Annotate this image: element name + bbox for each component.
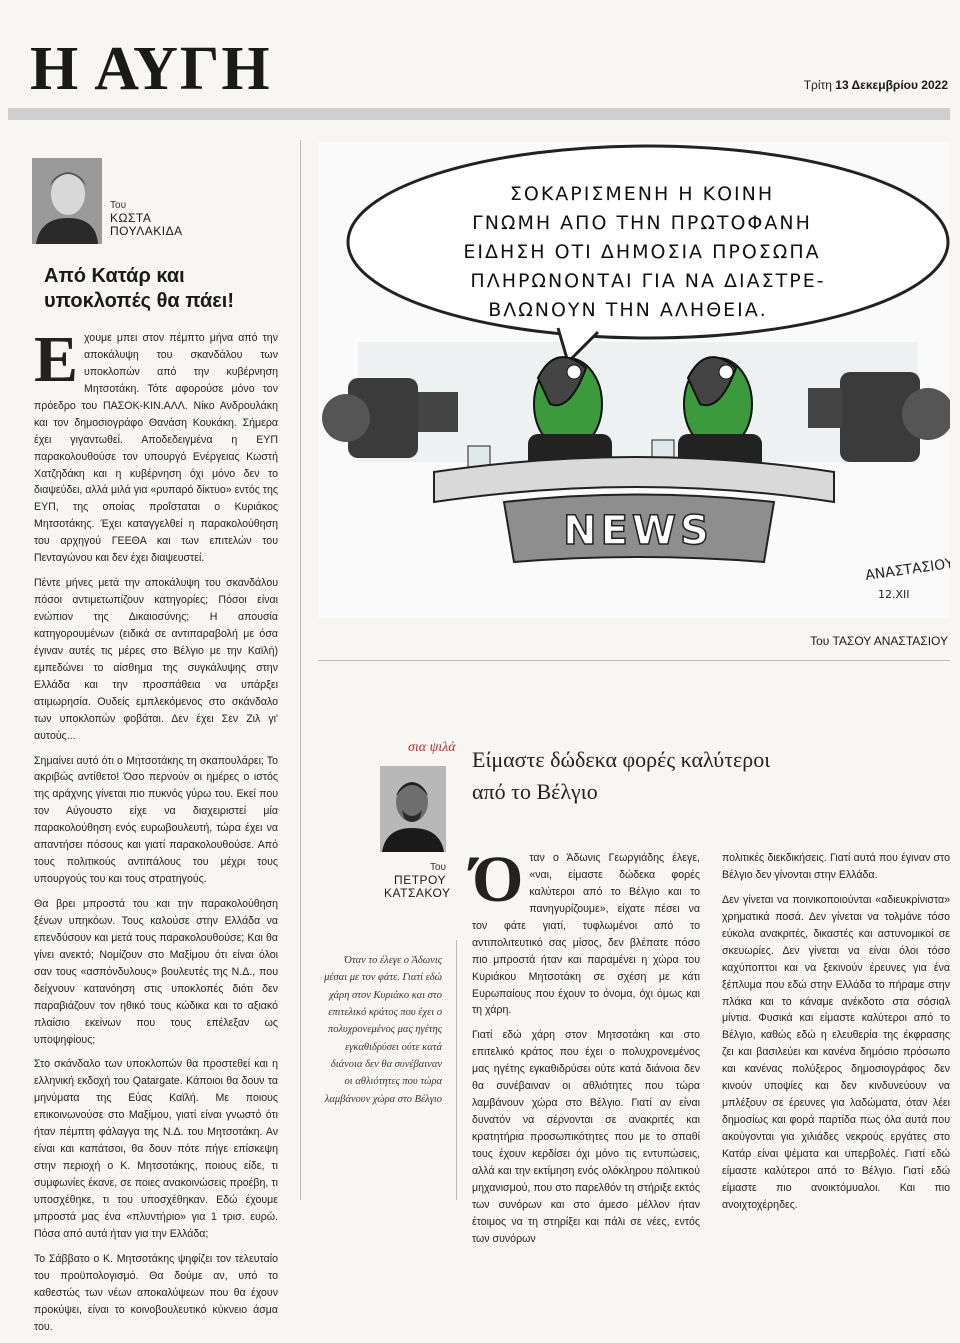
cartoon-speech-line: ΠΛΗΡΩΝΟΝΤΑΙ ΓΙΑ ΝΑ ΔΙΑΣΤΡΕ- — [470, 270, 826, 292]
article-paragraph: πολιτικές διεκδικήσεις. Γιατί αυτά που έγιναν στο Βέλγιο δεν γίνονται στην Ελλάδα. — [722, 852, 950, 881]
author-first-name: ΠΕΤΡΟΥ — [394, 872, 446, 887]
issue-date — [804, 78, 948, 92]
editorial-cartoon — [318, 142, 950, 618]
column-divider — [300, 140, 301, 1200]
author2-byline — [384, 862, 451, 901]
credit-prefix: Του — [810, 634, 830, 648]
issue-date-prefix: Τρίτη — [803, 78, 832, 92]
quote-divider — [456, 940, 457, 1200]
pull-quote: Όταν το έλεγε ο Άδωνις μέσαι με τον φάτε. Γιατί εδώ χάρη στον Κυριάκο και στο επιτελικό κράτος που έχει ο πολυχρονεμένος μας ηγέτης εγκαθιδρύσει ούτε κατά διάνοια δεν θα συνέβαιναν οι αθλιότητες που τώρα λαμβάνουν χώρα στο Βέλγιο — [324, 955, 442, 1105]
article2-column-2 — [722, 850, 950, 1222]
byline-prefix: Του — [429, 862, 446, 873]
cartoon-date: 12.XII — [878, 588, 910, 601]
cartoon-speech-line: ΓΝΩΜΗ ΑΠΟ ΤΗΝ ΠΡΩΤΟΦΑΝΗ — [472, 212, 812, 234]
newspaper-masthead: Η ΑΥΓΗ — [30, 35, 272, 103]
paragraph-text: ταν ο Άδωνις Γεωργιάδης έλεγε, «ναι, είμαστε δώδεκα φορές καλύτεροι από το Βέλγιο και το πανηγυρίζουμε», είχατε πέσει να τον φάτε γιατί, τυφλωμένοι από το αντιπολιτευτικό σας μίσος, δεν βλέπατε πόσο πιο μπροστά ήταν και παραμένει η χώρα του Κυριάκου Μητσοτάκη σε σχέση με κάτι Ευρωπαίους που έχουν το όνομα, όχι όμως και τη χάρη. — [472, 852, 700, 1017]
article-paragraph: Δεν γίνεται να ποινικοποιούνται «αδιευκρίνιστα» χρηματικά ποσά. Δεν γίνεται να τολμάνε τόσο εύκολα ανακριτές, δικαστές και αστυνομικοί σε σκευωρίες. Δεν γίνεται να είναι όλοι τόσο καχύποπτοι και να ξεκινούν έρευνες για ένα ξέπλυμα που εδώ στην Ελλάδα το πήραμε στην πλάκα και το κάναμε ανέκδοτο στα σόσιαλ μίντια. Φυσικά και είμαστε καλύτεροι από το Βέλγιο, καθώς εδώ η ελευθερία της έκφρασης ζει και βασιλεύει και κανένα δημόσιο πρόσωπο και κανένας πολύξερος δημοσιογράφος δεν κινούν υποψίες και δεν κινδυνεύουν να μπλέξουν σε έρευνες για λαδώματα, όταν λέει δημοσίως και φορά παρτίδα πως όλα αυτά που ακούγονται για χιλιάδες νεκρούς εργάτες στο Κατάρ είναι ψέματα και υπερβολές. Γιατί εδώ είμαστε καλύτεροι από το Βέλγιο. Γιατί εδώ είμαστε πιο ανοικτόμυαλοι. Και πιο ανοιχτοχέρηδες. — [722, 893, 950, 1211]
article2-headline — [472, 744, 892, 808]
desk-news-text: NEWS — [563, 508, 713, 554]
masthead-rule — [8, 108, 950, 120]
author-byline — [110, 200, 183, 239]
article2-column-1 — [472, 843, 700, 1256]
cartoon-speech-line: ΕΙΔΗΣΗ ΟΤΙ ΔΗΜΟΣΙΑ ΠΡΟΣΩΠΑ — [463, 241, 821, 263]
paragraph-text: χουμε μπει στον πέμπτο μήνα από την αποκάλυψη του σκανδάλου των υποκλοπών από την κυβέρνηση Μητσοτάκη. Τότε αφορούσε μόνο τον πρόεδρο του ΠΑΣΟΚ-ΚΙΝ.ΑΛΛ. Νίκο Ανδρουλάκη και τον δημοσιογράφο Θανάση Κουκάκη. Σήμερα έχει γιγαντωθεί. Αποδεδειγμένα η ΕΥΠ παρακολουθούσε τον υπουργό Ενέργειας Κωστή Χατζηδάκη και η κυβέρνηση όχι μόνο δεν το διαψεύδει, αλλά μιλά για «ρυπαρό δίκτυο» εντός της ΕΥΠ, της οποίας προΐσταται ο Κυριάκος Μητσοτάκης. Έχει καταγγελθεί η παρακολούθηση του αρχηγού ΓΕΕΘΑ και των επιτελών του Πενταγώνου και δεν έχει διαψευστεί. — [34, 332, 278, 565]
credit-name: ΤΑΣΟΥ ΑΝΑΣΤΑΣΙΟΥ — [832, 634, 948, 648]
section-divider — [318, 660, 950, 661]
article-paragraph: Πέντε μήνες μετά την αποκάλυψη του σκανδάλου πόσοι αντιμετωπίζουν κατηγορίες; Πόσοι είναι ενώπιον της Δικαιοσύνης; Η απουσία κατηγορουμένων (ειδικά σε αντιπαραβολή με όσα έγιναν αυτές τις μέρες στο Βέλγιο με την Καϊλή) εμπεδώνει το αίσθημα της συγκάλυψης στην Ελλάδα και την προσπάθεια να υπάρξει ατιμωρησία. Ουδείς εμπλεκόμενος στο σκάνδαλο των υποκλοπών φοβάται. Δεν έχει Σεν Ζιλ γι' αυτούς... — [34, 577, 278, 742]
author-last-name: ΚΑΤΣΑΚΟΥ — [384, 886, 451, 901]
article-paragraph — [34, 323, 278, 567]
cartoon-credit — [810, 634, 948, 648]
author-last-name: ΠΟΥΛΑΚΙΔΑ — [110, 224, 183, 239]
article-paragraph: Θα βρει μπροστά του και την παρακολούθηση ξένων υπηκόων. Τους καλούσε στην Ελλάδα να επενδύσουν και μετά τους παρακολουθούσε; Και θα γίνει ανεκτό; Νομίζουν στο Μαξίμου ότι είναι όλοι σαν τους «ασπόνδυλους» βουλευτές της Ν.Δ., που δείχνουν κατανόηση στις υποκλοπές διότι δεν παραβιάζουν τον ηθικό τους κώδικα και το αξιακό πλαίσιο εκείνων που τους επέλεξαν ως υποψηφίους; — [34, 898, 278, 1046]
cartoon-speech-line: ΣΟΚΑΡΙΣΜΕΝΗ Η ΚΟΙΝΗ — [509, 183, 775, 205]
article-headline: Από Κατάρ και υποκλοπές θα πάει! — [44, 265, 235, 312]
article-paragraph: Το Σάββατο ο Κ. Μητσοτάκης ψηφίζει τον τελευταίο του προϋπολογισμό. Θα δούμε αν, υπό το καθεστώς των νέων αποκαλύψεων που θα έχουν προκύψει, είναι το κοινοβουλευτικό κύκνειο άσμα του. — [34, 1252, 278, 1333]
article-body — [34, 323, 278, 1343]
author-photo-katsakou — [380, 766, 446, 852]
article-paragraph: Στο σκάνδαλο των υποκλοπών θα προστεθεί και η ελληνική εκδοχή του Qatargate. Κάποιοι θα δουν τα μηνύματα της Εύας Καϊλή. Με ποιους επικοινωνούσε στο Μαξίμου, γιατί είναι γνωστό ότι ήταν πέμπτη φάλαγγα της Ν.Δ. του Μητσοτάκη. Αν είναι και καπάτσοι, θα δουν πότε πήγε επίσκεψη στην περιοχή ο Κ. Μητσοτάκης, ποιους είδε, τι συμφωνίες έκανε, σε ποιες ανακοινώσεις προέβη, τι υποσχέθηκε, τι του υποσχέθηκαν. Εδώ έχουμε μπροστά μας ένα «πλυντήριο» για 1 τρισ. ευρώ. Πόσα από αυτά ήταν για την Ελλάδα; — [34, 1058, 278, 1240]
cartoon-speech-line: ΒΛΩΝΟΥΝ ΤΗΝ ΑΛΗΘΕΙΑ. — [488, 299, 768, 321]
author-first-name: ΚΩΣΤΑ — [110, 210, 152, 225]
dropcap: Ε — [34, 323, 79, 396]
article-paragraph — [472, 843, 700, 1019]
byline-prefix: Του — [110, 200, 127, 211]
issue-date-value: 13 Δεκεμβρίου 2022 — [835, 78, 948, 92]
headline-line: Είμαστε δώδεκα φορές καλύτεροι — [472, 747, 771, 772]
column-section-label: σια ψιλά — [408, 740, 456, 755]
headline-line: από το Βέλγιο — [472, 778, 598, 804]
cartoonist-signature: ΑΝΑΣΤΑΣΙΟΥ — [864, 555, 950, 584]
author-photo-poulakida — [32, 158, 102, 244]
article-paragraph: Σημαίνει αυτό ότι ο Μητσοτάκης τη σκαπουλάρει; Το ακριβώς αντίθετο! Όσο περνούν οι ημέρες ο ιστός της αράχνης γίνεται πιο πυκνός γύρω του. Εκεί που τον Αύγουστο είχε να διαχειριστεί μία παρακολούθηση ενός ευρωβουλευτή, τώρα έχει να απαντήσει πόσους και γιατί παρακολουθούσε. Από τους πολιτικούς αντιπάλους του μέχρι τους υπουργούς του και τους στρατηγούς. — [34, 754, 278, 886]
article-paragraph: Γιατί εδώ χάρη στον Μητσοτάκη και στο επιτελικό κράτος που έχει ο πολυχρονεμένος μας ηγέτης εγκαθιδρύσει ούτε κατά διάνοια δεν θα συνέβαιναν οι αθλιότητες που τώρα λαμβάνουν χώρα στο Βέλγιο. Γιατί αν είναι δυνατόν να σέρνονται σε ανακριτές και κρατητήρια προσωπικότητες που με το σπαθί τους έχουν κερδίσει όχι μόνο τις εντυπώσεις, αλλά και την εκτίμηση ενός ολόκληρου πολιτικού μηχανισμού, που στο παρελθόν τη στήριξε εκτός των συνόρων και στο άμεσο μέλλον ήταν έτοιμος να τη στηρίξει και πάλι σε νέες, εντός των συνόρων — [472, 1029, 700, 1245]
dropcap: Ό — [472, 843, 524, 916]
